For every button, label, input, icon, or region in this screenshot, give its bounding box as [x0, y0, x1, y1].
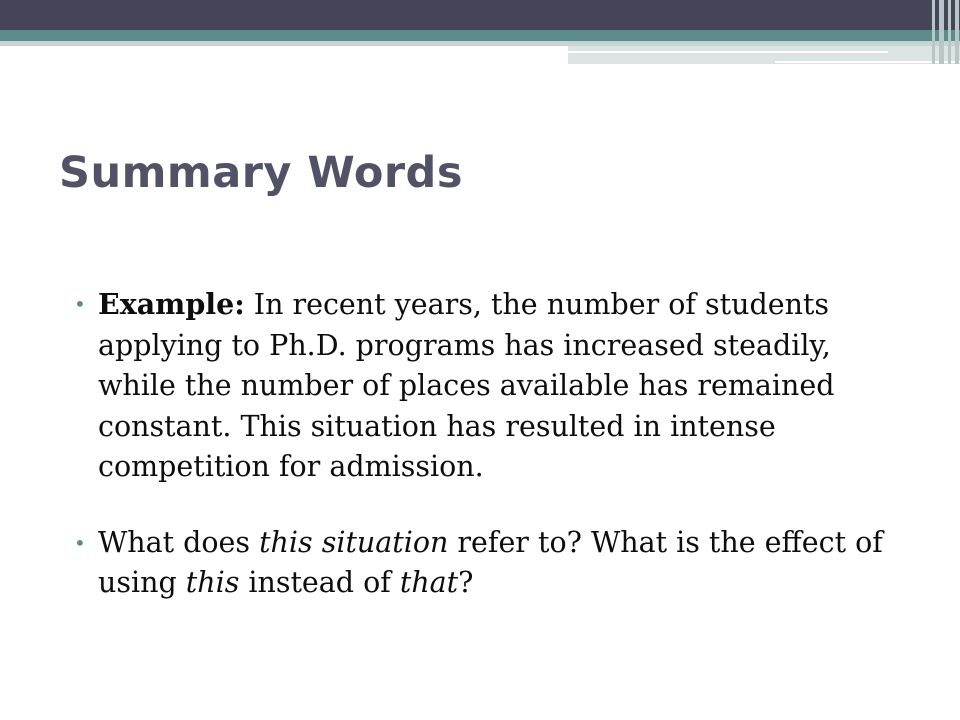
- bullet-emphasis: this: [185, 566, 240, 599]
- bullet-item: [74, 523, 894, 604]
- slide-title: Summary Words: [59, 148, 463, 198]
- bullet-icon: •: [74, 530, 86, 555]
- bullet-text: In recent years, the number of students applying to Ph.D. programs has increased steadily, while the number of places available has remained constant. This situation has resulted in intense competition for admission.: [98, 288, 835, 483]
- bullet-emphasis: that: [399, 566, 459, 599]
- bullet-lead: Example:: [98, 287, 245, 321]
- header-dark-band: [0, 0, 960, 30]
- bullet-text: refer to? What is the effect of using: [98, 525, 883, 599]
- header-corner-stripes: [930, 0, 960, 64]
- header-teal-band: [0, 30, 960, 41]
- bullet-text: ?: [458, 566, 474, 599]
- bullet-list: [74, 284, 894, 604]
- bullet-emphasis: this situation: [259, 525, 449, 559]
- bullet-text: instead of: [239, 566, 400, 599]
- bullet-icon: •: [74, 292, 86, 316]
- bullet-item: [74, 284, 894, 488]
- bullet-text: What does: [98, 525, 260, 559]
- header-line: [568, 51, 888, 53]
